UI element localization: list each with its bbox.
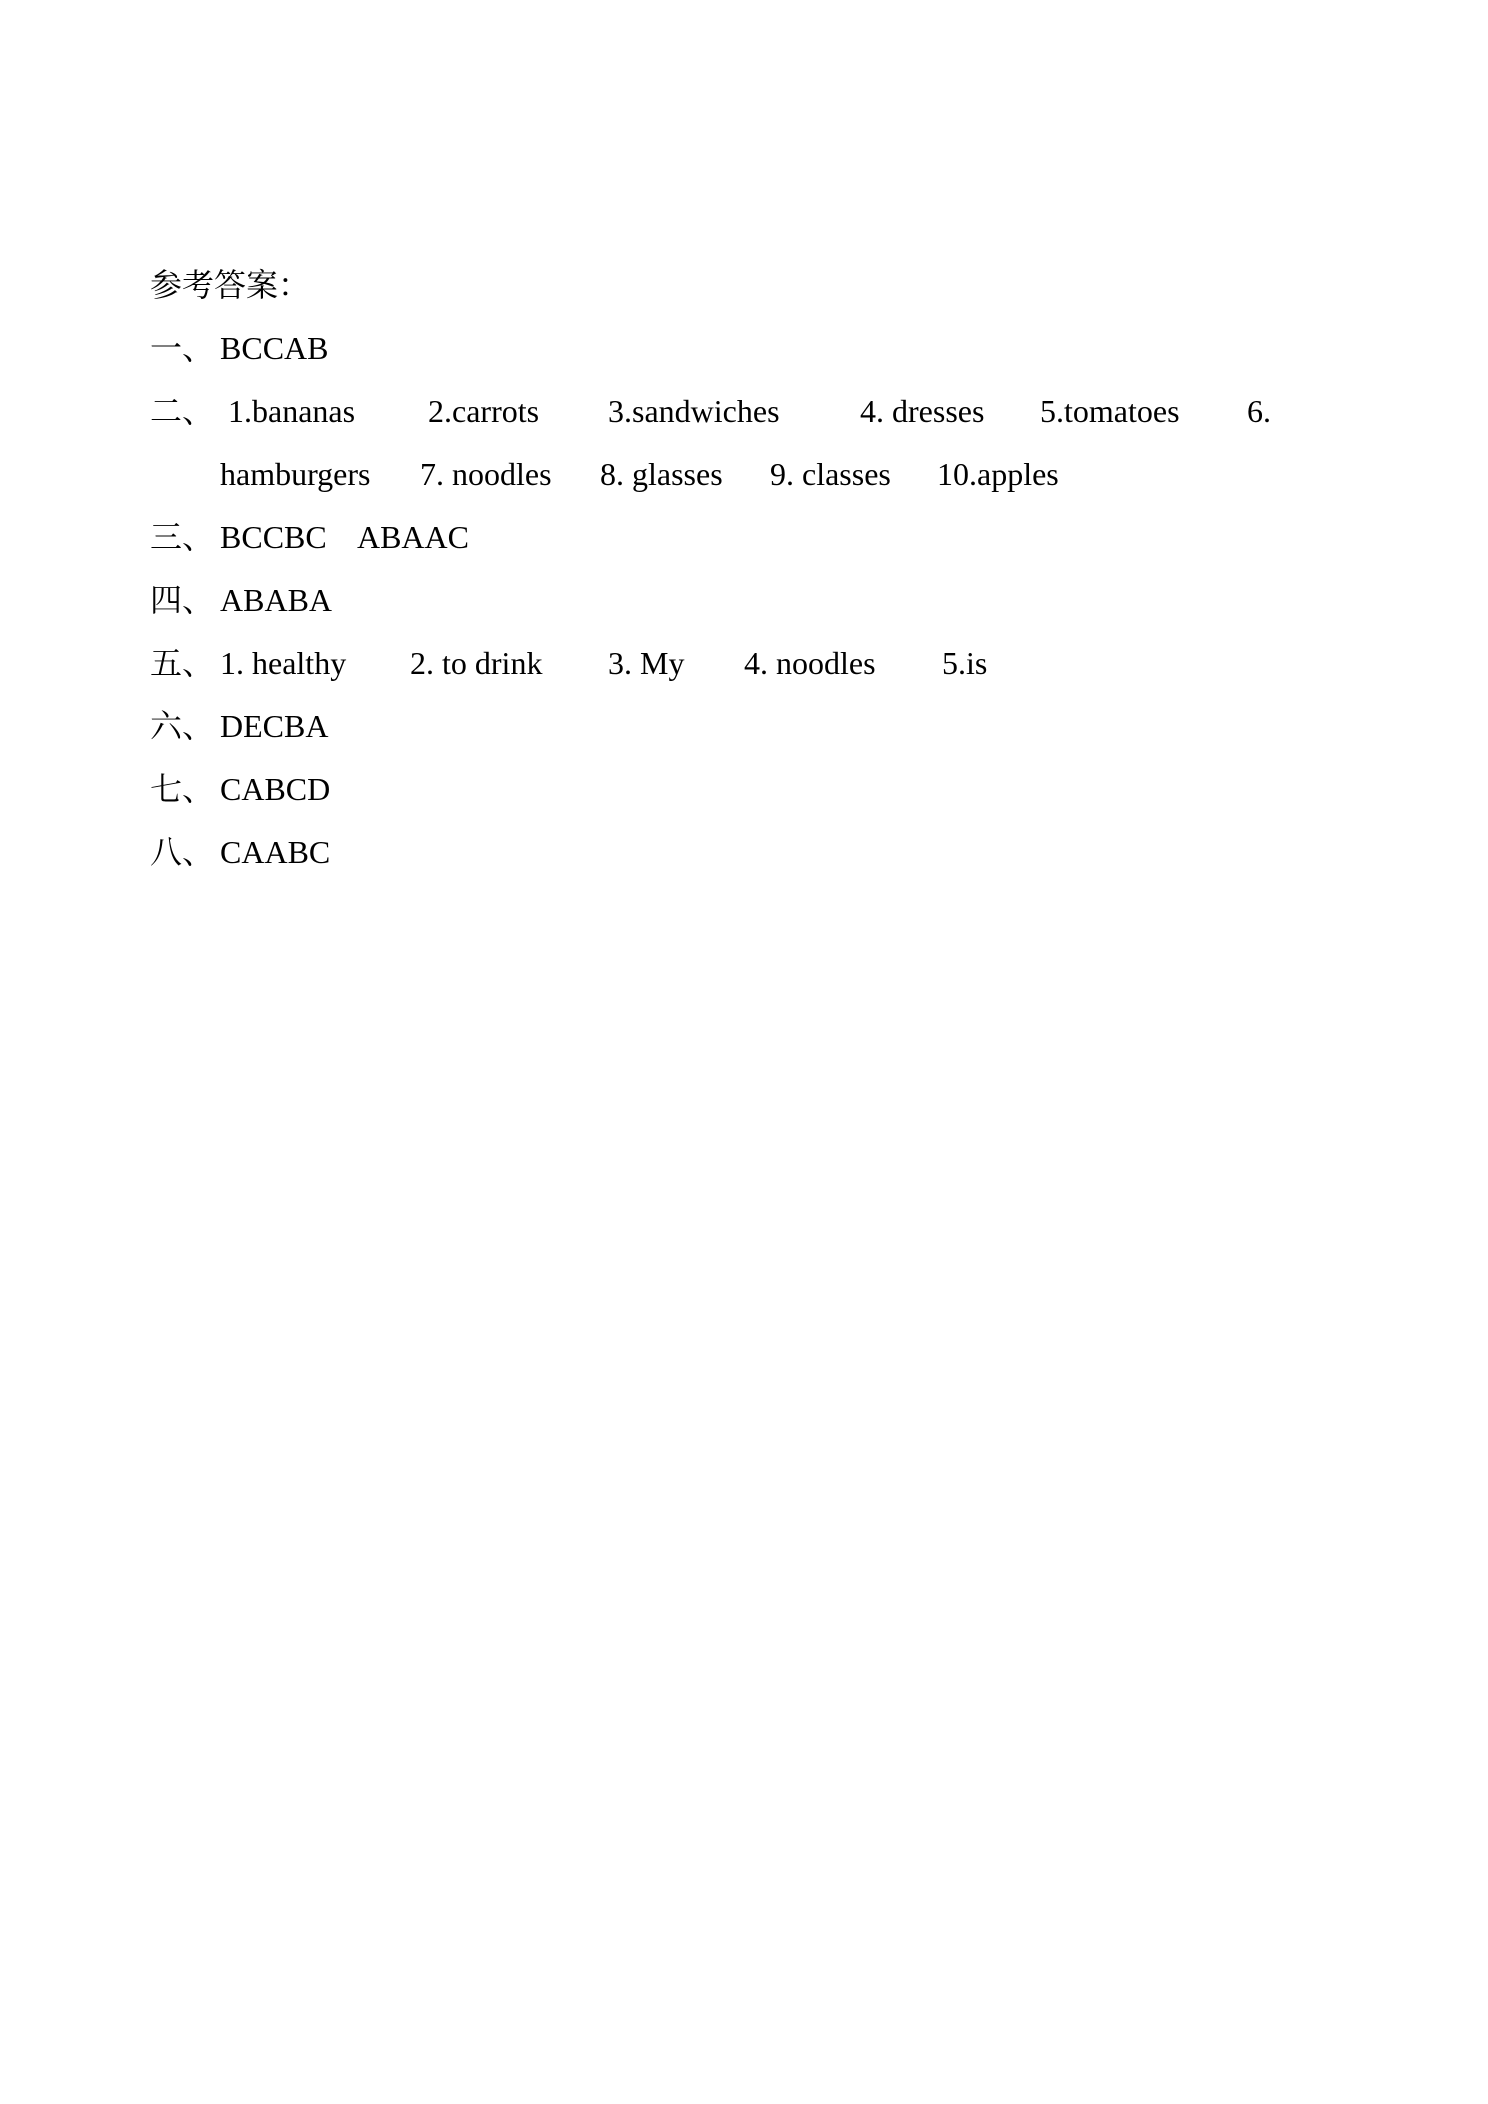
section-number: 四、 xyxy=(150,582,215,618)
section-answer: DECBA xyxy=(220,708,329,744)
section-7 xyxy=(150,758,1350,821)
section-1 xyxy=(150,317,1350,380)
answer-item: 4. noodles xyxy=(744,645,876,681)
section-answer: ABABA xyxy=(220,582,333,618)
section-3 xyxy=(150,506,1350,569)
answer-item: 2.carrots xyxy=(428,393,540,429)
section-answer: BCCAB xyxy=(220,330,329,366)
answer-item: 3. My xyxy=(608,645,685,681)
answer-key xyxy=(150,254,1350,884)
section-number: 六、 xyxy=(150,708,215,744)
answer-item: hamburgers xyxy=(220,456,371,492)
answer-item: 2. to drink xyxy=(410,645,543,681)
section-2-line-1 xyxy=(150,380,1350,443)
section-4 xyxy=(150,569,1350,632)
page-title: 参考答案： xyxy=(150,267,311,303)
section-6 xyxy=(150,695,1350,758)
section-number: 二、 xyxy=(150,393,215,429)
answer-item: 5.is xyxy=(942,645,988,681)
answer-item: 1.bananas xyxy=(228,393,356,429)
section-number: 五、 xyxy=(150,645,215,681)
section-answer: BCCBC ABAAC xyxy=(220,519,469,555)
answer-item: 10.apples xyxy=(937,456,1059,492)
section-answer: CAABC xyxy=(220,834,331,870)
answer-item: 8. glasses xyxy=(600,456,723,492)
section-number: 三、 xyxy=(150,519,215,555)
answer-item: 9. classes xyxy=(770,456,891,492)
answer-item: 3.sandwiches xyxy=(608,393,780,429)
answer-key-title xyxy=(150,254,1350,317)
answer-item: 6. xyxy=(1247,393,1271,429)
section-number: 一、 xyxy=(150,330,215,366)
answer-item: 1. healthy xyxy=(220,645,347,681)
answer-item: 5.tomatoes xyxy=(1040,393,1180,429)
section-2-line-2 xyxy=(150,443,1350,506)
answer-item: 4. dresses xyxy=(860,393,985,429)
answer-item: 7. noodles xyxy=(420,456,552,492)
section-number: 七、 xyxy=(150,771,215,807)
section-answer: CABCD xyxy=(220,771,331,807)
section-5 xyxy=(150,632,1350,695)
section-8 xyxy=(150,821,1350,884)
section-number: 八、 xyxy=(150,834,215,870)
